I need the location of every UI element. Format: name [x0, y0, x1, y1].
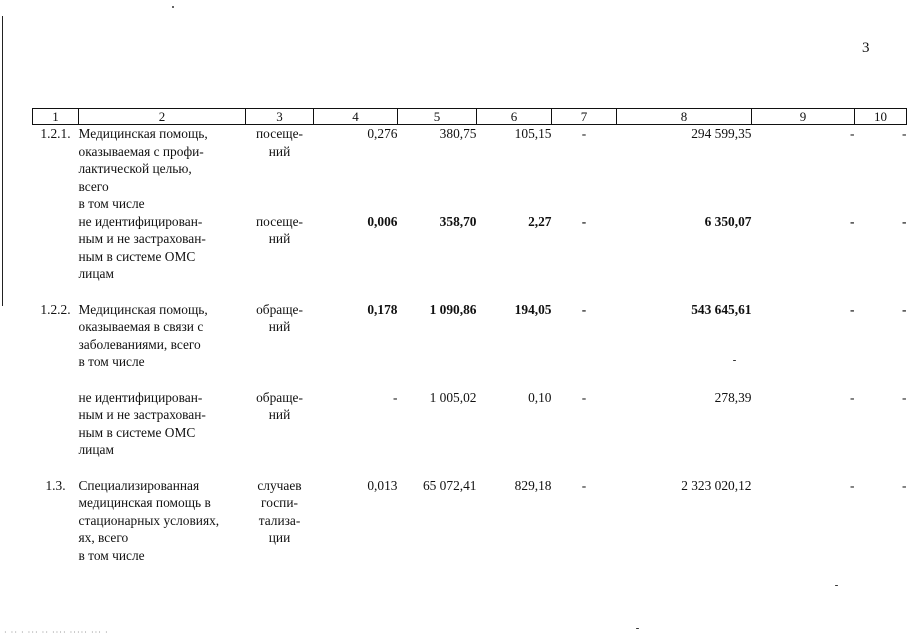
column-header: 8: [617, 109, 752, 125]
value-col-4: -: [393, 389, 398, 405]
value-col-7: -: [581, 126, 587, 141]
service-name-line: медицинская помощь в: [78, 495, 211, 510]
value-col-7: -: [581, 389, 587, 405]
value-col-6: 0,10: [528, 389, 552, 405]
service-name: [79, 125, 246, 213]
unit-line: ний: [268, 407, 291, 422]
unit-line: посеще-: [256, 126, 303, 141]
service-name: [79, 389, 246, 477]
service-name-line: Медицинская помощь,: [78, 126, 208, 141]
value-col-6: 2,27: [528, 213, 552, 229]
value-col-7: -: [581, 301, 587, 317]
unit-of-measure: [246, 477, 314, 577]
value-col-9: -: [850, 389, 855, 405]
value-col-5: 1 005,02: [429, 389, 477, 405]
value-col-7: -: [581, 213, 587, 229]
unit-of-measure: [246, 125, 314, 213]
unit-of-measure: [246, 301, 314, 389]
value-col-8: 278,39: [714, 389, 752, 405]
row-number: [33, 213, 79, 301]
service-name-line: Медицинская помощь,: [78, 301, 208, 317]
column-header: 2: [79, 109, 246, 125]
value-col-10: -: [902, 213, 907, 229]
value-col-8: 543 645,61: [691, 301, 752, 317]
value-col-10: -: [902, 477, 907, 493]
value-col-8: 294 599,35: [691, 126, 752, 141]
service-name-line: в том числе: [78, 354, 145, 369]
column-header: 5: [398, 109, 477, 125]
unit-line: случаев: [257, 477, 302, 493]
service-name-line: заболеваниями, всего: [78, 336, 201, 352]
value-col-4: 0,178: [367, 301, 398, 317]
value-col-6: 829,18: [514, 477, 552, 493]
service-name-line: в том числе: [78, 547, 145, 563]
scan-speck: [172, 6, 174, 8]
value-col-6: 194,05: [514, 301, 552, 317]
table-header-row: [33, 109, 907, 125]
value-col-5: 1 090,86: [429, 301, 477, 317]
scan-noise: · ·· · ··· ·· ···· ····· ··· ·: [4, 628, 109, 637]
unit-of-measure: [246, 213, 314, 301]
value-col-5: 65 072,41: [422, 477, 477, 493]
column-header: 7: [552, 109, 617, 125]
value-col-5: 358,70: [439, 213, 477, 229]
unit-line: ний: [268, 231, 291, 246]
value-col-10: -: [902, 126, 907, 141]
scan-speck: [835, 585, 838, 586]
service-name-line: ным и не застрахован-: [78, 231, 206, 246]
service-name-line: оказываемая в связи с: [78, 319, 204, 334]
service-name-line: всего: [78, 178, 109, 194]
row-number: 1.2.1.: [40, 126, 71, 141]
table-row: [33, 477, 907, 577]
unit-line: посеще-: [256, 213, 303, 229]
value-col-9: -: [850, 477, 855, 493]
service-name-line: лицам: [78, 266, 114, 281]
value-col-10: -: [902, 389, 907, 405]
service-name-line: лицам: [78, 442, 114, 457]
tariff-table: [32, 108, 907, 577]
service-name-line: оказываемая с профи-: [78, 143, 204, 159]
service-name-line: лактической целью,: [78, 161, 192, 176]
table-row: [33, 389, 907, 477]
service-name-line: ным и не застрахован-: [78, 407, 206, 422]
column-header: 6: [477, 109, 552, 125]
row-number: 1.3.: [45, 477, 66, 493]
column-header: 3: [246, 109, 314, 125]
column-header: 4: [314, 109, 398, 125]
unit-line: обраще-: [256, 301, 303, 317]
row-number: 1.2.2.: [40, 301, 71, 317]
scan-speck: [636, 628, 639, 629]
unit-line: госпи-: [261, 495, 298, 510]
unit-of-measure: [246, 389, 314, 477]
unit-line: обраще-: [256, 389, 303, 405]
service-name-line: ным в системе ОМС: [78, 424, 196, 440]
value-col-4: 0,013: [367, 477, 398, 493]
service-name-line: Специализированная: [78, 477, 200, 493]
table-body: [33, 125, 907, 577]
service-name-line: не идентифицирован-: [78, 389, 203, 405]
service-name-line: не идентифицирован-: [78, 213, 203, 229]
unit-line: ний: [268, 319, 291, 334]
value-col-5: 380,75: [439, 126, 477, 141]
row-number: [33, 389, 79, 477]
table-row: [33, 213, 907, 301]
column-header: 9: [752, 109, 855, 125]
service-name: [79, 213, 246, 301]
service-name: [79, 477, 246, 577]
value-col-9: -: [850, 126, 855, 141]
left-margin-rule: [2, 16, 3, 306]
unit-line: ний: [268, 143, 291, 159]
column-header: 10: [855, 109, 907, 125]
value-col-9: -: [850, 301, 855, 317]
value-col-10: -: [902, 301, 907, 317]
value-col-6: 105,15: [514, 126, 552, 141]
service-name: [79, 301, 246, 389]
table-row: [33, 125, 907, 213]
service-name-line: стационарных условиях,: [78, 512, 220, 528]
value-col-4: 0,006: [367, 213, 398, 229]
unit-line: ции: [268, 530, 291, 545]
service-name-line: ным в системе ОМС: [78, 248, 196, 264]
value-col-4: 0,276: [367, 126, 398, 141]
service-name-line: в том числе: [78, 196, 145, 211]
table-row: [33, 301, 907, 389]
unit-line: тализа-: [258, 512, 301, 528]
value-col-8: 6 350,07: [704, 213, 752, 229]
value-col-9: -: [850, 213, 855, 229]
column-header: 1: [33, 109, 79, 125]
value-col-7: -: [581, 477, 587, 493]
service-name-line: ях, всего: [78, 530, 129, 545]
value-col-8: 2 323 020,12: [681, 477, 752, 493]
page-number: 3: [862, 40, 870, 56]
